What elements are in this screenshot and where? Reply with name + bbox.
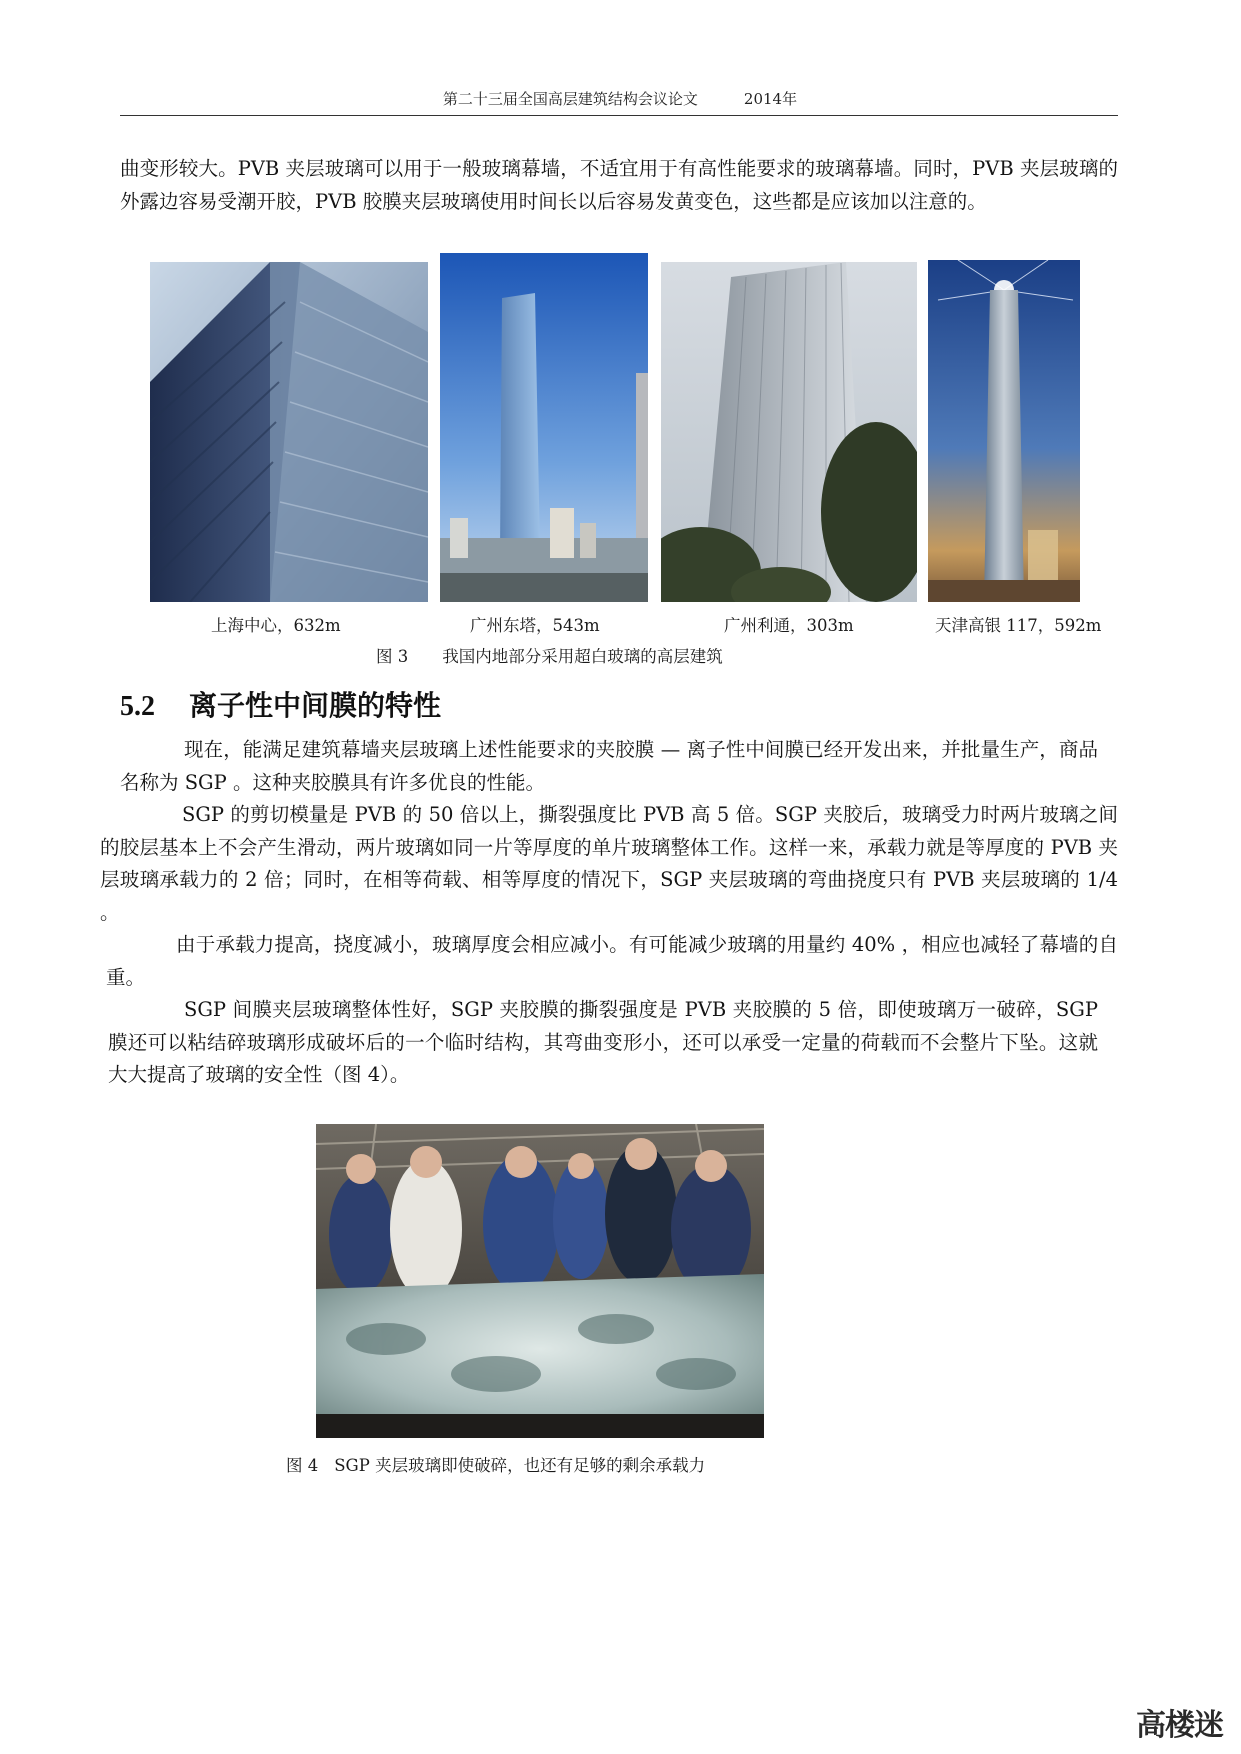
photo-guangzhou-litong [661,262,917,602]
watermark-text: 高楼迷 [1136,1708,1223,1743]
section-heading [120,684,441,724]
figure4-caption [286,1452,705,1476]
paragraph-2: SGP 的剪切模量是 PVB 的 50 倍以上，撕裂强度比 PVB 高 5 倍。SGP 夹胶后，玻璃受力时两片玻璃之间的胶层基本上不会产生滑动，两片玻璃如同一片等厚度的单片玻璃整体工作。这样一来，承载力就是等厚度的 PVB 夹层玻璃承载力的 2 倍；同时，在相等荷载、相等厚度的情况下，SGP 夹层玻璃的弯曲挠度只有 PVB 夹层玻璃的 1/4 。 [100,803,1118,924]
figure3-title: 我国内地部分采用超白玻璃的高层建筑 [442,647,723,666]
header-year: 2014年 [743,90,798,108]
section-title: 离子性中间膜的特性 [189,689,442,722]
caption-shanghai-center: 上海中心，632m [211,616,341,635]
watermark-logo [1136,1700,1223,1744]
caption-guangzhou-litong: 广州利通，303m [724,616,854,635]
photo-shanghai-center [150,262,428,602]
paragraph-3: 由于承载力提高，挠度减小，玻璃厚度会相应减小。有可能减少玻璃的用量约 40% ，相应也减轻了幕墙的自重。 [106,933,1118,989]
photo-sgp-broken-glass [316,1124,764,1438]
figure3-label: 图 3 [376,647,409,666]
figure4-title: SGP 夹层玻璃即使破碎，也还有足够的剩余承载力 [334,1456,706,1475]
figure4-label: 图 4 [286,1456,319,1475]
header-rule [120,115,1118,116]
header-title: 第二十三届全国高层建筑结构会议论文 [442,90,698,108]
section-number: 5.2 [120,691,155,722]
running-header [120,88,1120,109]
intro-paragraph: 曲变形较大。PVB 夹层玻璃可以用于一般玻璃幕墙，不适宜用于有高性能要求的玻璃幕墙。同时，PVB 夹层玻璃的外露边容易受潮开胶，PVB 胶膜夹层玻璃使用时间长以后容易发黄变色，这些都是应该加以注意的。 [120,157,1118,213]
photo-tianjin-goldin-117 [928,260,1080,602]
photo-guangzhou-east-tower [440,253,648,602]
paragraph-1: 现在，能满足建筑幕墙夹层玻璃上述性能要求的夹胶膜 — 离子性中间膜已经开发出来，并批量生产，商品名称为 SGP 。这种夹胶膜具有许多优良的性能。 [120,738,1098,794]
figure3-caption [376,643,723,667]
caption-tianjin-goldin-117: 天津高银 117，592m [935,616,1102,635]
caption-guangzhou-east-tower: 广州东塔，543m [470,616,600,635]
paragraph-4: SGP 间膜夹层玻璃整体性好，SGP 夹胶膜的撕裂强度是 PVB 夹胶膜的 5 倍，即使玻璃万一破碎，SGP 膜还可以粘结碎玻璃形成破坏后的一个临时结构，其弯曲变形小，还可以承受一定量的荷载而不会整片下坠。这就大大提高了玻璃的安全性（图 4）。 [108,998,1098,1086]
